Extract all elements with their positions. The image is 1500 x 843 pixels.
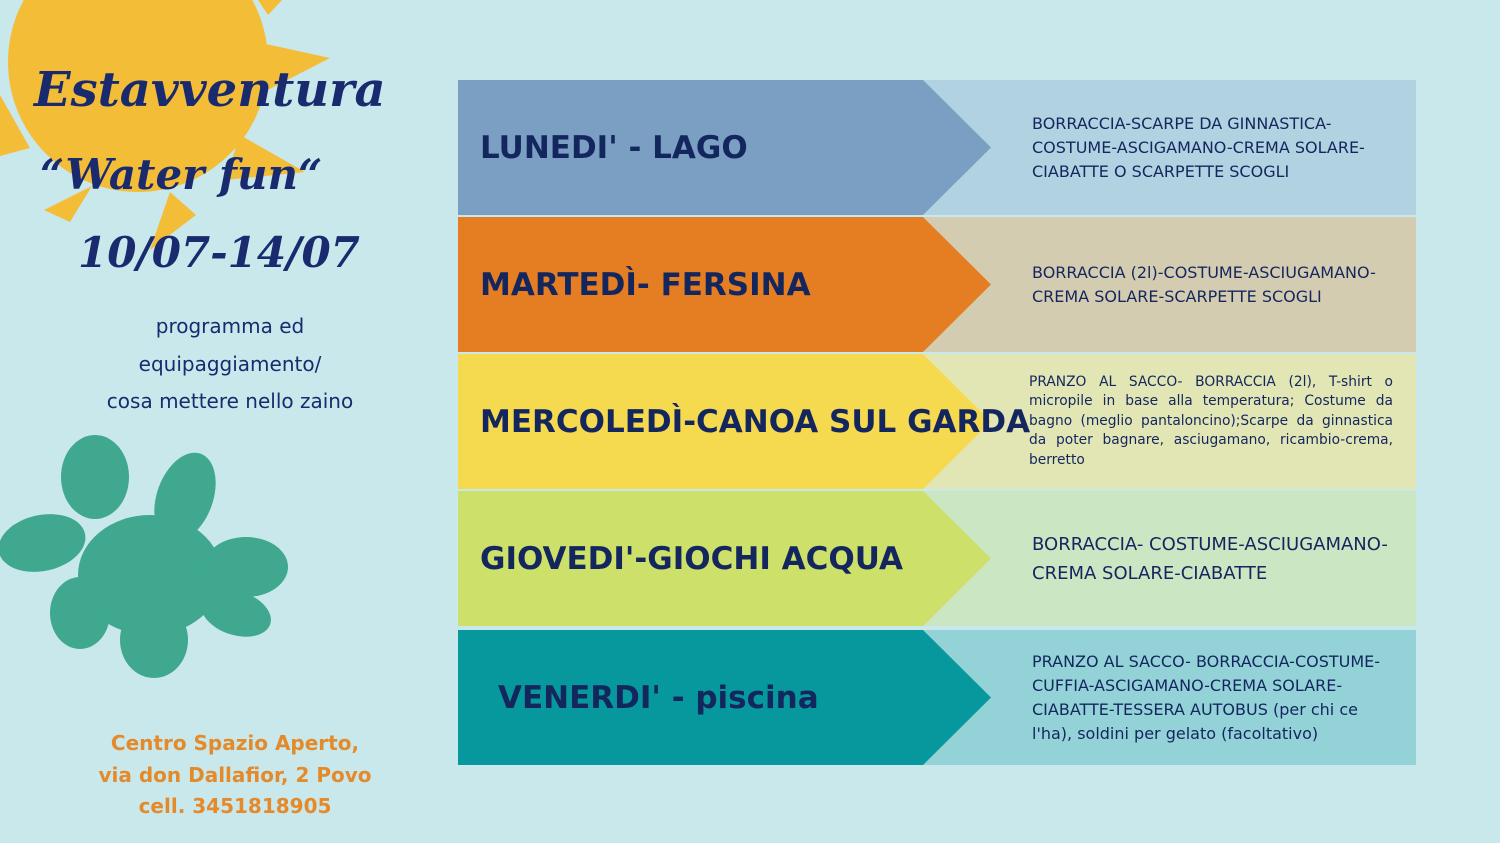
contact-address [60,728,410,823]
schedule-row-wednesday [458,354,1416,489]
equipment-list: BORRACCIA-SCARPE DA GINNASTICA-COSTUME-ASCIGAMANO-CREMA SOLARE- CIABATTE O SCARPETTE SCOGLI [1032,113,1365,181]
event-subtitle: “Water fun“ [40,150,323,199]
schedule-row-friday [458,630,1416,765]
equipment-list: BORRACCIA- COSTUME-ASCIUGAMANO-CREMA SOLARE-CIABATTE [1032,533,1388,584]
equipment-list: BORRACCIA (2l)-COSTUME-ASCIUGAMANO-CREMA SOLARE-SCARPETTE SCOGLI [1032,262,1376,306]
leaf-icon [0,435,300,685]
program-description-line: programma ed [155,314,305,338]
address-phone: cell. 3451818905 [138,794,332,818]
day-label: VENERDI' - piscina [498,679,819,716]
event-title: Estavventura [34,62,386,118]
day-label: MARTEDÌ- FERSINA [480,266,811,303]
equipment-list: PRANZO AL SACCO- BORRACCIA-COSTUME- CUFFIA-ASCIGAMANO-CREMA SOLARE- CIABATTE-TESSERA AUTOBUS (per chi ce l'ha), soldini per gelato (facoltativo) [1032,651,1381,743]
day-label: GIOVEDI'-GIOCHI ACQUA [480,540,903,577]
equipment-list: PRANZO AL SACCO- BORRACCIA (2l), T-shirt o micropile in base alla temperatura; Costume da bagno (meglio pantaloncino);Scarpe da ginnastica da poter bagnare, asciugamano, ricambio-crema, berretto [1029,373,1393,468]
schedule-row-tuesday [458,217,1416,352]
address-venue: Centro Spazio Aperto, [110,731,360,755]
sun-icon [0,0,340,260]
day-label: LUNEDI' - LAGO [480,129,748,166]
event-dates: 10/07-14/07 [78,228,360,277]
program-description-line: equipaggiamento/ [138,351,322,376]
day-label: MERCOLEDÌ-CANOA SUL GARDA [480,403,1031,440]
schedule-row-thursday [458,491,1416,626]
schedule-row-monday [458,80,1416,215]
program-description [70,308,390,421]
program-description-line: cosa mettere nello zaino [106,389,354,413]
address-street: via don Dallafior, 2 Povo [98,762,372,787]
